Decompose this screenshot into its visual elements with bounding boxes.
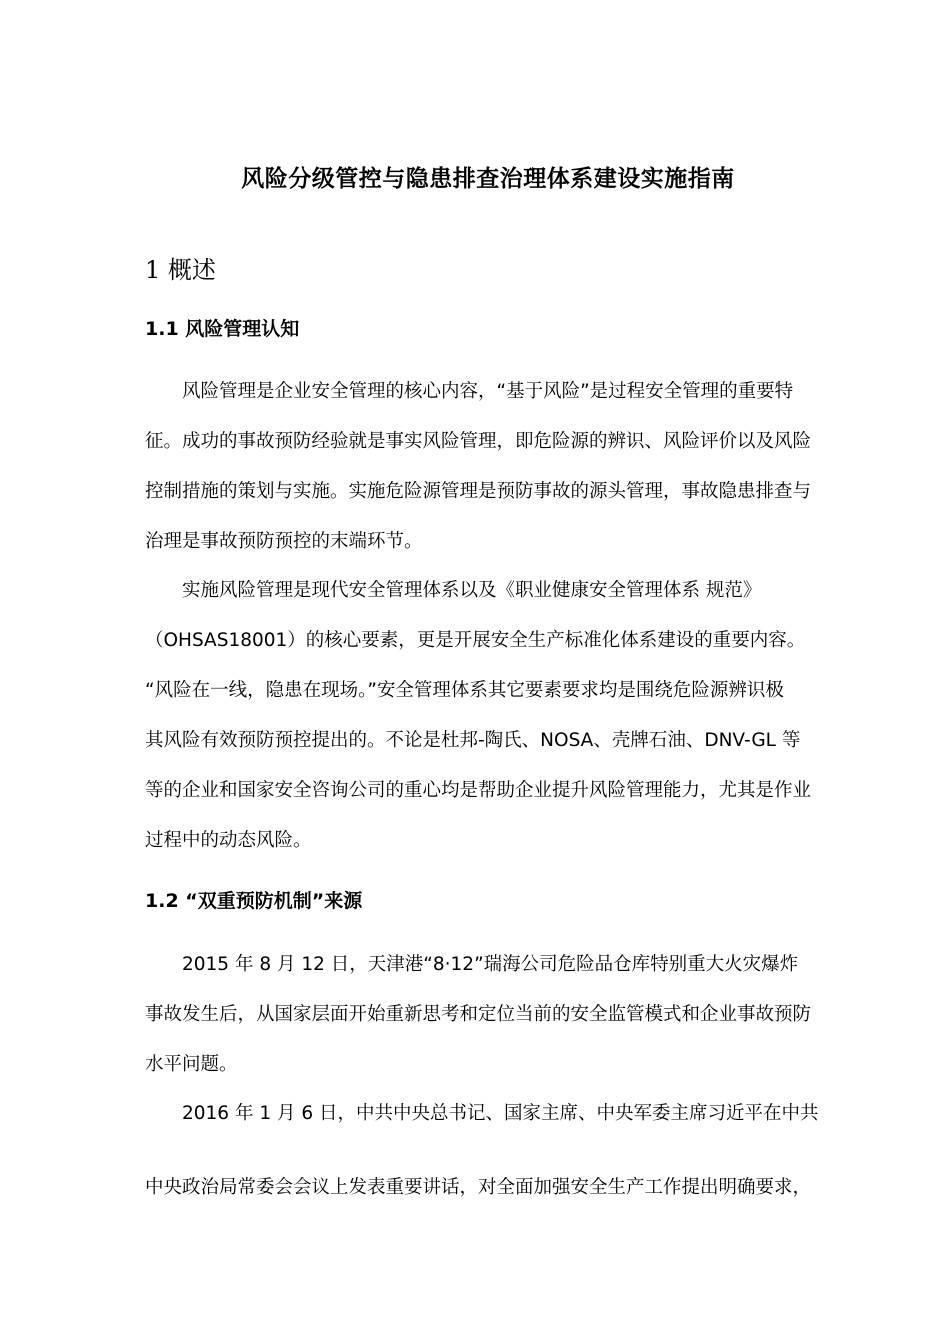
section-heading-1: 1 概述: [145, 256, 216, 284]
paragraph-line: 水平问题。: [145, 1054, 238, 1075]
paragraph-line: 中央政治局常委会会议上发表重要讲话，对全面加强安全生产工作提出明确要求，: [145, 1177, 812, 1198]
paragraph-line: 其风险有效预防预控提出的。不论是杜邦-陶氏、NOSA、壳牌石油、DNV-GL 等: [145, 730, 801, 751]
paragraph-line: 征。成功的事故预防经验就是事实风险管理，即危险源的辨识、风险评价以及风险: [145, 431, 812, 452]
paragraph-line: （OHSAS18001）的核心要素，更是开展安全生产标准化体系建设的重要内容。: [145, 630, 806, 651]
section-heading-1-1: 1.1 风险管理认知: [145, 318, 300, 340]
paragraph-line: 2016 年 1 月 6 日，中共中央总书记、国家主席、中央军委主席习近平在中共: [182, 1103, 819, 1124]
paragraph-line: 实施风险管理是现代安全管理体系以及《职业健康安全管理体系 规范》: [182, 580, 762, 601]
paragraph-line: 风险管理是企业安全管理的核心内容，“基于风险”是过程安全管理的重要特: [182, 381, 794, 402]
paragraph-line: “风险在一线，隐患在现场。”安全管理体系其它要素要求均是围绕危险源辨识极: [145, 680, 784, 701]
paragraph-line: 控制措施的策划与实施。实施危险源管理是预防事故的源头管理，事故隐患排查与: [145, 481, 812, 502]
paragraph-line: 等的企业和国家安全咨询公司的重心均是帮助企业提升风险管理能力，尤其是作业: [145, 780, 812, 801]
paragraph-line: 2015 年 8 月 12 日，天津港“8·12”瑞海公司危险品仓库特别重大火灾爆炸: [182, 954, 799, 975]
paragraph-line: 事故发生后，从国家层面开始重新思考和定位当前的安全监管模式和企业事故预防: [145, 1004, 812, 1025]
document-title: 风险分级管控与隐患排查治理体系建设实施指南: [241, 166, 735, 192]
paragraph-line: 过程中的动态风险。: [145, 830, 312, 851]
paragraph-line: 治理是事故预防预控的末端环节。: [145, 531, 423, 552]
section-heading-1-2: 1.2 “双重预防机制”来源: [145, 890, 363, 912]
